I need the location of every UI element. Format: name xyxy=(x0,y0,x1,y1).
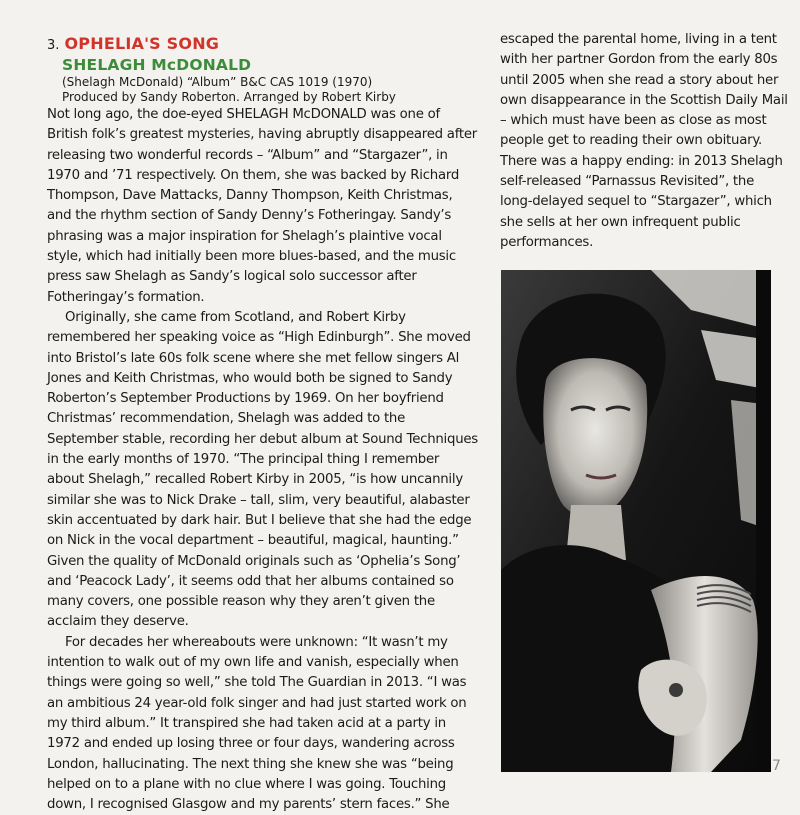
page-number: 7 xyxy=(772,758,781,774)
paragraph-2: Originally, she came from Scotland, and Robert Kirby remembered her speaking voice as “High Edinburgh”. She moved into Bristol’s late 60s folk scene where she met fellow singers Al Jones and Keith Christmas, who would both be signed to Sandy Roberton’s September Productions by 1969. On her boyfriend Christmas’ recommendation, Shelagh was added to the September stable, recording her debut album at Sound Techniques in the early months of 1970. “The principal thing I remember about Shelagh,” recalled Robert Kirby in 2005, “is how uncannily similar she was to Nick Drake – tall, slim, very beautiful, alabaster skin accentuated by dark hair. But I believe that she had the edge on Nick in the vocal department – beautiful, magical, haunting.” Given the quality of McDonald originals such as ‘Ophelia’s Song’ and ‘Peacock Lady’, it seems odd that her albums contained so many covers, one possible reason why they aren’t given the acclaim they deserve. xyxy=(47,309,478,630)
paragraph-continued: escaped the parental home, living in a tent with her partner Gordon from the early 80s until 2005 when she read a story about her own disappearance in the Scottish Daily Mail – which must have been as close as most people get to reading their own obituary. There was a happy ending: in 2013 Shelagh self-released “Parnassus Revisited”, the long-delayed sequel to “Stargazer”, which she sells at her own infrequent public performances. xyxy=(500,32,788,250)
release-credits: (Shelagh McDonald) “Album” B&C CAS 1019 (1970) xyxy=(62,75,373,89)
heading-line xyxy=(47,34,479,56)
song-title: OPHELIA'S SONG xyxy=(64,34,220,53)
right-column xyxy=(500,30,790,253)
paragraph-1: Not long ago, the doe-eyed SHELAGH McDONALD was one of British folk’s greatest mysteries, having abruptly disappeared after releasing two wonderful records – “Album” and “Stargazer”, in 1970 and ’71 respectively. On them, she was backed by Richard Thompson, Dave Mattacks, Danny Thompson, Keith Christmas, and the rhythm section of Sandy Denny’s Fotheringay. Sandy’s phrasing was a major inspiration for Shelagh’s plaintive vocal style, which had initially been more blues-based, and the music press saw Shelagh as Sandy’s logical solo successor after Fotheringay’s formation. xyxy=(47,107,477,305)
article-body xyxy=(47,105,479,815)
artist-name: SHELAGH McDONALD xyxy=(62,56,252,74)
portrait-illustration xyxy=(501,270,771,772)
production-credits: Produced by Sandy Roberton. Arranged by Robert Kirby xyxy=(62,90,396,104)
portrait-photo xyxy=(501,270,771,772)
track-number: 3. xyxy=(47,38,60,53)
paragraph-3: For decades her whereabouts were unknown: “It wasn’t my intention to walk out of my own life and vanish, especially when things were going so well,” she told The Guardian in 2013. “I was an ambitious 24 year-old folk singer and had just started work on my third album.” It transpired she had taken acid at a party in 1972 and ended up losing three or four days, wandering across London, hallucinating. The next thing she knew she was “being helped on to a plane with no clue where I was going. Touching down, I recognised Glasgow and my parents’ stern faces.” She xyxy=(47,634,467,813)
left-column xyxy=(47,34,479,815)
